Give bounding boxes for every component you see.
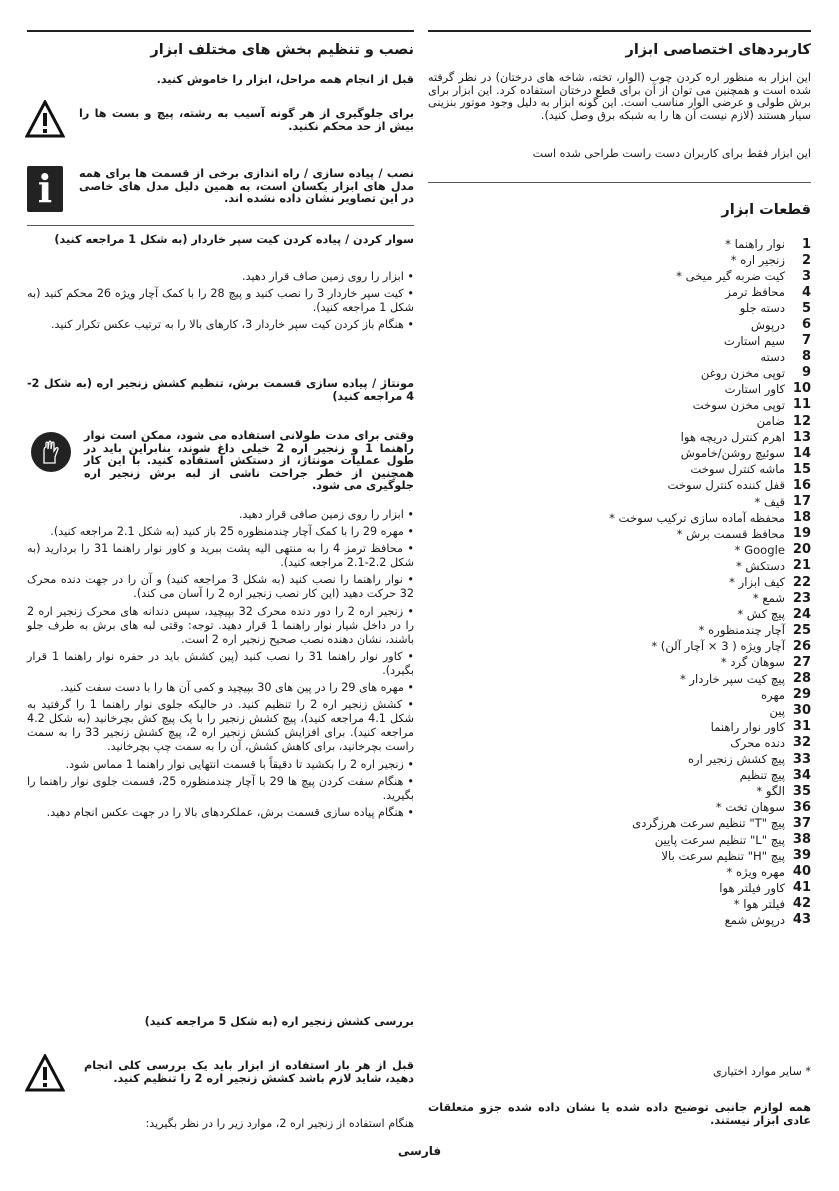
- warning-icon: [27, 100, 65, 142]
- part-number: 32: [792, 735, 811, 751]
- part-item: [609, 606, 811, 622]
- part-number: 22: [792, 574, 811, 590]
- part-item: [609, 751, 811, 767]
- part-number: 5: [801, 300, 811, 316]
- part-name: آچار ویژه ( 3 × آچار آلن) *: [651, 639, 785, 654]
- part-number: 38: [792, 832, 811, 848]
- part-item: [609, 622, 811, 638]
- part-item: [609, 719, 811, 735]
- part-name: کیف ابزار *: [729, 575, 785, 590]
- usage-title: کاربردهای اختصاصی ابزار: [625, 42, 811, 58]
- part-item: [609, 590, 811, 606]
- part-item: [609, 284, 811, 300]
- part-number: 33: [792, 751, 811, 767]
- part-item: [609, 542, 811, 558]
- part-name: محفظه آماده سازی ترکیب سوخت *: [609, 510, 785, 525]
- part-name: مهره: [760, 687, 785, 702]
- part-item: [609, 510, 811, 526]
- part-item: [609, 236, 811, 252]
- part-number: 12: [792, 413, 811, 429]
- part-name: سیم استارت: [723, 333, 785, 348]
- bullet-item: • نوار راهنما را نصب کنید (به شکل 3 مراجعه کنید) و آن را در جهت دنده محرک 32 حرکت دهید (این کار نصب زنجیر اره 2 را آسان می کند).: [27, 573, 414, 601]
- part-name: کاور استارت: [724, 381, 785, 396]
- part-number: 11: [792, 397, 811, 413]
- part-number: 40: [792, 864, 811, 880]
- part-name: پین: [769, 703, 785, 718]
- part-item: [609, 848, 811, 864]
- part-item: [609, 252, 811, 268]
- part-number: 35: [792, 783, 811, 799]
- warning-icon-2: [27, 1054, 65, 1096]
- part-name: درپوش: [750, 317, 785, 332]
- part-item: [609, 381, 811, 397]
- part-item: [609, 703, 811, 719]
- usage-text: این ابزار به منظور اره کردن چوب (الوار، تخته، شاخه های درختان) در نظر گرفته شده است و همچنین می توان از آن برای قطع درختان استفاده کرد. این ابزار برای برش طولی و عرضی الوار مناسب است. این گونه ابزار به دلیل وجود موتور بنزینی سیار هستند (لازم نیست آن ها را به شبکه برق وصل کنید).: [428, 71, 811, 122]
- part-item: [609, 687, 811, 703]
- part-item: [609, 767, 811, 783]
- part-item: [609, 864, 811, 880]
- optional-note: * سایر موارد اختیاری: [713, 1065, 811, 1078]
- part-item: [609, 526, 811, 542]
- part-name: ماشه کنترل سوخت: [690, 462, 785, 477]
- part-number: 7: [801, 333, 811, 349]
- part-number: 37: [792, 815, 811, 831]
- part-number: 42: [792, 896, 811, 912]
- part-number: 34: [792, 767, 811, 783]
- part-number: 9: [801, 365, 811, 381]
- part-number: 14: [792, 445, 811, 461]
- part-item: [609, 413, 811, 429]
- bullet-item: • مهره 29 را با کمک آچار چندمنظوره 25 باز کنید (به شکل 2.1 مراجعه کنید).: [50, 525, 414, 539]
- part-number: 30: [792, 703, 811, 719]
- part-number: 17: [792, 494, 811, 510]
- part-name: سوهان گرد *: [720, 655, 785, 670]
- part-number: 29: [792, 687, 811, 703]
- part-name: محافظ ترمز: [725, 285, 785, 300]
- part-name: قفل کننده کنترل سوخت: [667, 478, 785, 493]
- part-name: اهرم کنترل دریچه هوا: [680, 430, 785, 445]
- part-number: 26: [792, 638, 811, 654]
- part-name: درپوش شمع: [724, 912, 785, 927]
- part-name: الگو *: [756, 784, 785, 799]
- part-name: پیچ "H" تنظیم سرعت بالا: [661, 848, 785, 863]
- part-item: [609, 815, 811, 831]
- part-item: [609, 397, 811, 413]
- bullet-item: • کیت سپر خاردار 3 را نصب کنید و پیچ 28 را با کمک آچار ویژه 26 محکم کنید (به شکل 1 مراجعه کنید).: [27, 287, 414, 315]
- part-name: پیچ کیت سپر خاردار *: [679, 671, 785, 686]
- mount-title: مونتاژ / پیاده سازی قسمت برش، تنظیم کشش زنجیر اره (به شکل 2-4 مراجعه کنید): [27, 377, 414, 403]
- assembly-title: نصب و تنظیم بخش های مختلف ابزار: [150, 42, 414, 58]
- part-item: [609, 799, 811, 815]
- bullet-item: • ابزار را روی زمین صاف قرار دهید.: [242, 270, 414, 283]
- part-name: قیف *: [754, 494, 785, 509]
- left-column: [27, 0, 414, 1191]
- bullet-item: • ابزار را روی زمین صافی قرار دهید.: [238, 508, 414, 521]
- part-number: 1: [801, 236, 811, 252]
- part-item: [609, 735, 811, 751]
- part-number: 18: [792, 510, 811, 526]
- bullet-item: • هنگام باز کردن کیت سپر خاردار 3، کارهای بالا را به ترتیب عکس تکرار کنید.: [50, 318, 414, 332]
- glove-warning: وقتی برای مدت طولانی استفاده می شود، ممکن است نوار راهنما 1 و زنجیر اره 2 خیلی داغ شوند، بنابراین باید در طول عملیات مونتاژ، از دستکش استفاده کنید. با این کار همچنین از خطر جراحت ناشی از لبه برش زنجیر اره جلوگیری می شود.: [84, 429, 414, 493]
- language-footer: فارسی: [397, 1144, 442, 1158]
- part-name: کاور فیلتر هوا: [719, 880, 785, 895]
- part-number: 16: [792, 477, 811, 493]
- bullet-item: • هنگام پیاده سازی قسمت برش، عملکردهای بالا را در جهت عکس انجام دهید.: [46, 805, 414, 819]
- part-number: 3: [801, 268, 811, 284]
- part-name: پیچ تنظیم: [739, 768, 785, 783]
- part-number: 2: [801, 252, 811, 268]
- part-item: [609, 445, 811, 461]
- part-item: [609, 349, 811, 365]
- part-name: فیلتر هوا *: [733, 896, 785, 911]
- parts-title: قطعات ابزار: [721, 202, 811, 218]
- part-item: [609, 831, 811, 847]
- part-item: [609, 896, 811, 912]
- part-name: پیچ "L" تنظیم سرعت پایین: [654, 832, 785, 847]
- part-name: دنده محرک: [730, 735, 785, 750]
- part-number: 20: [792, 542, 811, 558]
- part-name: آچار چندمنظوره *: [698, 623, 785, 638]
- bullet-item: • زنجیر اره 2 را بکشید تا دقیقاً با قسمت انتهایی نوار راهنما 1 مماس شود.: [65, 757, 414, 771]
- part-item: [609, 429, 811, 445]
- part-number: 8: [801, 349, 811, 365]
- mount-list: [27, 508, 414, 823]
- part-number: 43: [792, 912, 811, 928]
- part-item: [609, 574, 811, 590]
- part-name: پیچ "T" تنظیم سرعت هرزگردی: [632, 816, 785, 831]
- bullet-item: • کشش زنجیر اره 2 را تنظیم کنید. در حالیکه جلوی نوار راهنما 1 را گرفتید به شکل 4.1 مراجعه کنید)، پیچ کشش زنجیر را با یک پیچ کش بچرخانید (به شکل 4.2 مراجعه کنید). برای افزایش کشش زنجیر اره 2، پیچ کشش زنجیر 33 را به سمت راست بچرخانید، برای کاهش کشش، آن را به سمت چپ بچرخانید.: [27, 698, 414, 754]
- part-number: 25: [792, 622, 811, 638]
- part-number: 24: [792, 606, 811, 622]
- bullet-item: • مهره های 29 را در پین های 30 بپیچید و کمی آن ها را با دست سفت کنید.: [60, 681, 414, 695]
- part-number: 28: [792, 671, 811, 687]
- part-number: 21: [792, 558, 811, 574]
- bullet-item: • زنجیر اره 2 را دور دنده محرک 32 بپیچید، سپس دندانه های محرک زنجیر اره 2 را در داخل شیار نوار راهنما 1 قرار دهید. توجه: وقتی لبه های برش به طرف جلو باشند، نشان دهنده نصب صحیح زنجیر اره 2 است.: [27, 604, 414, 646]
- part-item: [609, 333, 811, 349]
- part-number: 13: [792, 429, 811, 445]
- part-name: پیچ کش *: [737, 607, 785, 622]
- part-item: [609, 880, 811, 896]
- part-number: 39: [792, 848, 811, 864]
- part-name: دستکش *: [735, 558, 785, 573]
- spike-title: سوار کردن / پیاده کردن کیت سپر خاردار (به شکل 1 مراجعه کنید): [54, 233, 414, 246]
- part-name: شمع *: [752, 591, 785, 606]
- part-name: نوار راهنما *: [725, 237, 785, 252]
- part-item: [609, 494, 811, 510]
- part-number: 36: [792, 799, 811, 815]
- part-name: پیچ کشش زنجیر اره: [687, 752, 785, 767]
- part-name: محافظ قسمت برش *: [676, 526, 785, 541]
- part-item: [609, 783, 811, 799]
- spike-list: [27, 270, 414, 335]
- part-name: کیت ضربه گیر میخی *: [676, 269, 785, 284]
- part-name: توپی مخزن سوخت: [692, 397, 785, 412]
- part-name: توپی مخزن روغن: [700, 365, 785, 380]
- warning-text-2: قبل از هر بار استفاده از ابزار باید یک بررسی کلی انجام دهید، شاید لازم باشد کشش زنجیر اره 2 را تنظیم کنید.: [84, 1059, 414, 1085]
- before-all: قبل از انجام همه مراحل، ابزار را خاموش کنید.: [156, 73, 414, 86]
- part-item: [609, 477, 811, 493]
- part-name: سوئیچ روشن/خاموش: [680, 446, 785, 461]
- bullet-item: • کاور نوار راهنما 31 را نصب کنید (پین کشش باید در حفره نوار راهنما 1 قرار بگیرد).: [27, 649, 414, 677]
- check-title: بررسی کشش زنجیر اره (به شکل 5 مراجعه کنید): [144, 1015, 414, 1028]
- part-number: 31: [792, 719, 811, 735]
- part-name: کاور نوار راهنما: [710, 719, 785, 734]
- bullet-item: • محافظ ترمز 4 را به منتهی الیه پشت ببرید و کاور نوار راهنما 31 را بردارید (به شکل 2.2-2.1 مراجعه کنید).: [27, 542, 415, 570]
- part-item: [609, 912, 811, 928]
- right-column: [428, 0, 811, 1191]
- part-name: دسته جلو: [739, 301, 785, 316]
- part-item: [609, 671, 811, 687]
- usage-text-2: این ابزار فقط برای کاربران دست راست طراحی شده است: [532, 147, 811, 160]
- info-icon: i: [27, 166, 63, 212]
- part-item: [609, 558, 811, 574]
- part-name: Google *: [734, 542, 785, 557]
- warning-text-1: برای جلوگیری از هر گونه آسیب به رشته، پیچ و بست ها را بیش از حد محکم نکنید.: [79, 107, 414, 133]
- accessories-note: همه لوازم جانبی توضیح داده شده یا نشان داده شده جزو متعلقات عادی ابزار نیستند.: [428, 1101, 811, 1127]
- part-name: مهره ویژه *: [726, 864, 785, 879]
- part-name: دسته: [760, 349, 785, 364]
- part-item: [609, 365, 811, 381]
- part-item: [609, 300, 811, 316]
- part-number: 27: [792, 654, 811, 670]
- part-number: 19: [792, 526, 811, 542]
- part-item: [609, 654, 811, 670]
- last-line: هنگام استفاده از زنجیر اره 2، موارد زیر را در نظر بگیرید:: [145, 1117, 414, 1130]
- part-name: سوهان تخت *: [715, 800, 785, 815]
- bullet-item: • هنگام سفت کردن پیچ ها 29 با آچار چندمنظوره 25، قسمت جلوی نوار راهنما را بگیرید.: [27, 774, 415, 802]
- parts-list: [609, 236, 811, 928]
- part-item: [609, 316, 811, 332]
- info-text: نصب / پیاده سازی / راه اندازی برخی از قسمت ها برای همه مدل های ابزار یکسان است، به همین دلیل مدل های خاصی در این تصاویر نشان داده نشده اند.: [79, 167, 414, 206]
- part-name: ضامن: [756, 414, 785, 429]
- part-item: [609, 638, 811, 654]
- part-number: 4: [801, 284, 811, 300]
- part-number: 15: [792, 461, 811, 477]
- part-number: 6: [801, 317, 811, 333]
- part-number: 10: [792, 381, 811, 397]
- gloves-icon: [31, 432, 71, 472]
- part-name: زنجیر اره *: [730, 253, 785, 268]
- part-item: [609, 268, 811, 284]
- part-number: 41: [792, 880, 811, 896]
- part-number: 23: [792, 590, 811, 606]
- part-item: [609, 461, 811, 477]
